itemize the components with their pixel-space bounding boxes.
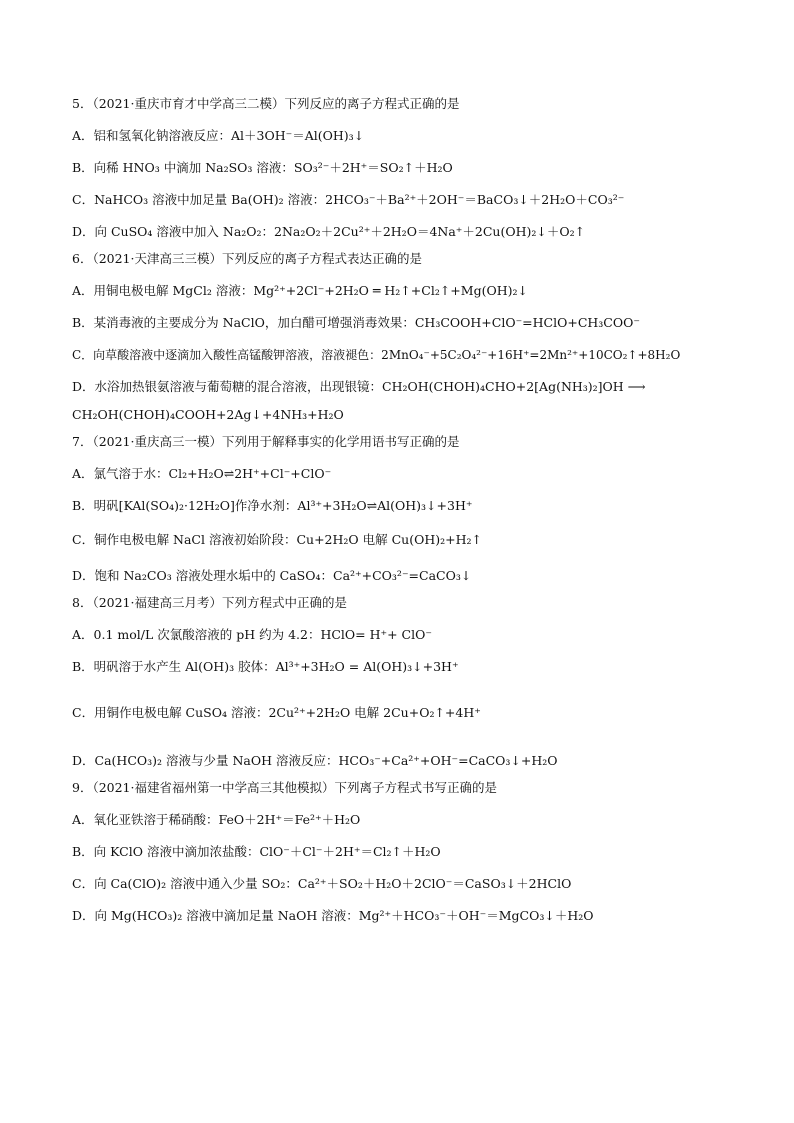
question-6 xyxy=(72,250,732,424)
question-stem: 6．（2021·天津高三三模）下列反应的离子方程式表达正确的是 xyxy=(72,251,422,266)
option-c: C．向 Ca(ClO)₂ 溶液中通入少量 SO₂：Ca²⁺＋SO₂＋H₂O＋2ClO⁻＝CaSO₃↓＋2HClO xyxy=(72,876,572,891)
question-page xyxy=(72,95,732,925)
question-stem: 7．（2021·重庆高三一模）下列用于解释事实的化学用语书写正确的是 xyxy=(72,434,460,449)
option-a: A．0.1 mol/L 次氯酸溶液的 pH 约为 4.2：HClO= H⁺+ ClO⁻ xyxy=(72,627,432,642)
option-a: A．氯气溶于水：Cl₂+H₂O⇌2H⁺+Cl⁻+ClO⁻ xyxy=(72,466,332,481)
option-d: D．向 Mg(HCO₃)₂ 溶液中滴加足量 NaOH 溶液：Mg²⁺＋HCO₃⁻＋OH⁻＝MgCO₃↓＋H₂O xyxy=(72,908,594,923)
option-d: D．饱和 Na₂CO₃ 溶液处理水垢中的 CaSO₄：Ca²⁺+CO₃²⁻=CaCO₃↓ xyxy=(72,568,472,583)
question-stem: 8．（2021·福建高三月考）下列方程式中正确的是 xyxy=(72,595,347,610)
option-a: A．用铜电极电解 MgCl₂ 溶液：Mg²⁺+2Cl⁻+2H₂O ═ H₂↑+Cl₂↑+Mg(OH)₂↓ xyxy=(72,283,528,298)
option-b: B．向稀 HNO₃ 中滴加 Na₂SO₃ 溶液：SO₃²⁻＋2H⁺＝SO₂↑＋H₂O xyxy=(72,160,453,175)
option-b: B．明矾溶于水产生 Al(OH)₃ 胶体：Al³⁺+3H₂O = Al(OH)₃↓+3H⁺ xyxy=(72,659,459,674)
option-c: C．向草酸溶液中逐滴加入酸性高锰酸钾溶液，溶液褪色：2MnO₄⁻+5C₂O₄²⁻+16H⁺=2Mn²⁺+10CO₂↑+8H₂O xyxy=(72,348,681,362)
question-5 xyxy=(72,95,732,241)
option-b: B．向 KClO 溶液中滴加浓盐酸：ClO⁻＋Cl⁻＋2H⁺＝Cl₂↑＋H₂O xyxy=(72,844,441,859)
option-b: B．某消毒液的主要成分为 NaClO，加白醋可增强消毒效果：CH₃COOH+ClO⁻=HClO+CH₃COO⁻ xyxy=(72,315,640,330)
option-d: D．Ca(HCO₃)₂ 溶液与少量 NaOH 溶液反应：HCO₃⁻+Ca²⁺+OH⁻=CaCO₃↓+H₂O xyxy=(72,753,558,768)
option-c: C．NaHCO₃ 溶液中加足量 Ba(OH)₂ 溶液：2HCO₃⁻＋Ba²⁺＋2OH⁻＝BaCO₃↓＋2H₂O＋CO₃²⁻ xyxy=(72,192,625,207)
option-d-continued: CH₂OH(CHOH)₄COOH+2Ag↓+4NH₃+H₂O xyxy=(72,407,344,422)
option-c: C．用铜作电极电解 CuSO₄ 溶液：2Cu²⁺+2H₂O 电解 2Cu+O₂↑+4H⁺ xyxy=(72,705,481,720)
option-a: A．氧化亚铁溶于稀硝酸：FeO＋2H⁺＝Fe²⁺＋H₂O xyxy=(72,812,361,827)
question-7 xyxy=(72,433,732,585)
question-stem: 9．（2021·福建省福州第一中学高三其他模拟）下列离子方程式书写正确的是 xyxy=(72,780,497,795)
option-d: D．向 CuSO₄ 溶液中加入 Na₂O₂：2Na₂O₂＋2Cu²⁺＋2H₂O＝4Na⁺＋2Cu(OH)₂↓＋O₂↑ xyxy=(72,224,586,239)
question-9 xyxy=(72,779,732,925)
option-d: D．水浴加热银氨溶液与葡萄糖的混合溶液，出现银镜：CH₂OH(CHOH)₄CHO+2[Ag(NH₃)₂]OH ⟶ xyxy=(72,379,646,394)
question-stem: 5．（2021·重庆市育才中学高三二模）下列反应的离子方程式正确的是 xyxy=(72,96,460,111)
question-8 xyxy=(72,594,732,770)
option-b: B．明矾[KAl(SO₄)₂·12H₂O]作净水剂：Al³⁺+3H₂O⇌Al(OH)₃↓+3H⁺ xyxy=(72,498,473,513)
option-a: A．铝和氢氧化钠溶液反应：Al＋3OH⁻＝Al(OH)₃↓ xyxy=(72,128,365,143)
option-c: C．铜作电极电解 NaCl 溶液初始阶段：Cu+2H₂O 电解 Cu(OH)₂+H₂↑ xyxy=(72,532,482,547)
